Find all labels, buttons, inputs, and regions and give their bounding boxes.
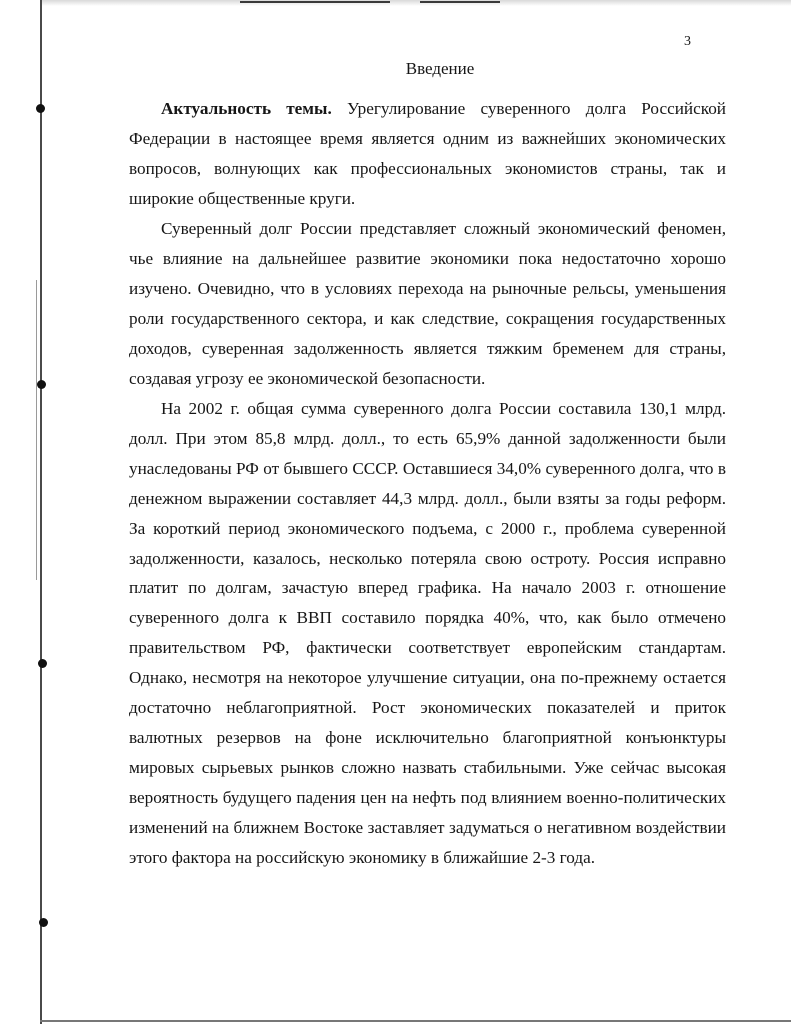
binding-margin-shadow: [36, 280, 37, 580]
scan-bottom-edge: [40, 1020, 791, 1022]
punch-hole-mark: [36, 104, 45, 113]
paragraph-text: На 2002 г. общая сумма суверенного долга России составила 130,1 млрд. долл. При этом 85,8 млрд. долл., то есть 65,9% данной задолженности были унаследованы РФ от бывшего СССР. Оставшиеся 34,0% суверенного долга, что в денежном выражении составляет 44,3 млрд. долл., были взяты за годы реформ. За короткий период экономического подъема, с 2000 г., проблема суверенной задолженности, казалось, несколько потеряла свою остроту. Россия исправно платит по долгам, зачастую вперед графика. На начало 2003 г. отношение суверенного долга к ВВП составило порядка 40%, что, как было отмечено правительством РФ, фактически соответствует европейским стандартам. Однако, несмотря на некоторое улучшение ситуации, она по-прежнему остается достаточно неблагоприятной. Рост экономических показателей и приток валютных резервов на фоне исключительно благоприятной конъюнктуры мировых сырьевых рынков сложно назвать стабильными. Уже сейчас высокая вероятность будущего падения цен на нефть под влиянием военно-политических изменений на ближнем Востоке заставляет задуматься о негативном воздействии этого фактора на российскую экономику в ближайшие 2-3 года.: [129, 399, 726, 867]
punch-hole-mark: [39, 918, 48, 927]
punch-hole-mark: [37, 380, 46, 389]
binding-margin-line: [40, 0, 42, 1024]
scan-artifact-dash: [420, 1, 500, 3]
paragraph-text: Урегулирование суверенного долга Российской Федерации в настоящее время является одним из важнейших экономических вопросов, волнующих как профессиональных экономистов страны, так и широкие общественные круги.: [129, 99, 726, 208]
paragraph-text: Суверенный долг России представляет сложный экономический феномен, чье влияние на дальнейшее развитие экономики пока недостаточно хорошо изучено. Очевидно, что в условиях перехода на рыночные рельсы, уменьшения роли государственного сектора, и как следствие, сокращения государственных доходов, суверенная задолженность является тяжким бременем для страны, создавая угрозу ее экономической безопасности.: [129, 219, 726, 388]
paragraph-3: [129, 394, 726, 873]
paragraph-1: [129, 94, 726, 214]
scan-artifact-dash: [240, 1, 390, 3]
punch-hole-mark: [38, 659, 47, 668]
scan-top-edge: [40, 0, 791, 6]
paragraph-lead-bold: Актуальность темы.: [161, 99, 332, 118]
section-heading: Введение: [405, 59, 475, 78]
paragraph-2: [129, 214, 726, 393]
page-number: 3: [684, 34, 691, 49]
